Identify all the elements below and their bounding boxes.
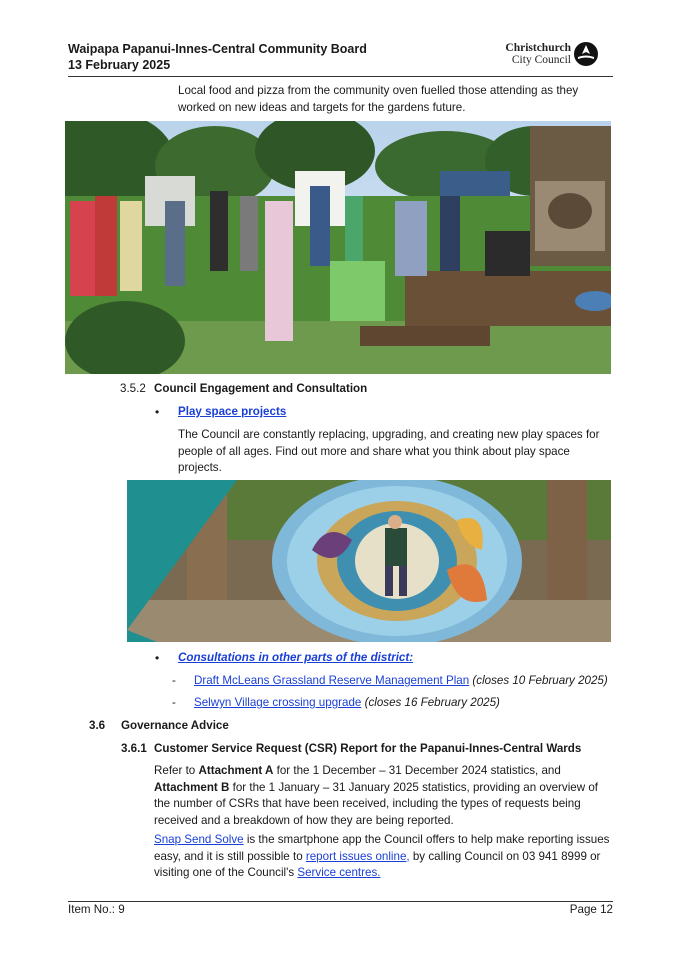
consultations-link[interactable]: Consultations in other parts of the district: xyxy=(178,651,414,664)
logo-line2: City Council xyxy=(511,54,571,66)
section-3-6-1-number: 3.6.1 xyxy=(121,742,147,755)
section-3-5-2-number: 3.5.2 xyxy=(120,382,146,395)
attachment-a-label: Attachment A xyxy=(198,764,274,777)
page-number: Page 12 xyxy=(569,903,613,916)
intro-paragraph: Local food and pizza from the community oven fuelled those attending as they worked on new ideas and targets for the gardens future. xyxy=(178,84,579,114)
csr-text-e: for the 1 January – 31 January 2025 statistics, providing an overview of the number of CSRs that have been received, including the types of requests being received and a breakdown of how they are being reported. xyxy=(154,780,599,827)
council-logo xyxy=(499,41,599,71)
mcleans-closing-note: (closes 10 February 2025) xyxy=(472,674,608,687)
snap-text-b: by calling Council on 03 941 8999 or visiting one of the Council's xyxy=(154,849,601,879)
bullet-dot: • xyxy=(155,651,160,665)
list-dash: - xyxy=(172,674,176,687)
play-space-tunnel-photo xyxy=(127,480,611,642)
snap-text-a: is the smartphone app the Council offers to help make reporting issues easy, and it is still possible to xyxy=(154,833,610,863)
selwyn-crossing-link[interactable]: Selwyn Village crossing upgrade xyxy=(194,696,362,709)
item-number: Item No.: 9 xyxy=(68,903,125,916)
mcleans-grassland-link[interactable]: Draft McLeans Grassland Reserve Management Plan xyxy=(194,674,470,687)
header-title-block xyxy=(68,41,367,73)
bullet-dot: • xyxy=(155,405,160,419)
footer-divider xyxy=(68,901,613,902)
play-space-description: The Council are constantly replacing, upgrading, and creating new play spaces for people of all ages. Find out more and share what you think about play space projects. xyxy=(178,428,600,474)
section-3-6-1-title: Customer Service Request (CSR) Report for the Papanui-Innes-Central Wards xyxy=(154,742,582,755)
section-3-5-2-title: Council Engagement and Consultation xyxy=(154,382,368,395)
board-name: Waipapa Papanui-Innes-Central Community Board xyxy=(68,42,367,56)
consultation-item-2 xyxy=(194,695,500,711)
meeting-date: 13 February 2025 xyxy=(68,58,171,72)
play-space-projects-link[interactable]: Play space projects xyxy=(178,405,287,418)
csr-text-a: Refer to xyxy=(154,764,199,777)
list-dash: - xyxy=(172,696,176,709)
consultation-item-1 xyxy=(194,673,608,689)
community-garden-photo xyxy=(65,121,611,374)
service-centres-link[interactable]: Service centres. xyxy=(297,866,381,879)
council-emblem-icon xyxy=(573,41,599,67)
csr-report-paragraph xyxy=(154,763,609,829)
selwyn-closing-note: (closes 16 February 2025) xyxy=(364,696,500,709)
snap-send-solve-paragraph xyxy=(154,832,612,882)
csr-text-c: for the 1 December – 31 December 2024 statistics, and xyxy=(273,764,561,777)
section-3-6-number: 3.6 xyxy=(89,719,106,732)
header-divider xyxy=(68,76,613,77)
logo-line1: Christchurch xyxy=(505,42,571,54)
section-3-6-title: Governance Advice xyxy=(121,719,229,732)
page-header xyxy=(68,41,613,75)
attachment-b-label: Attachment B xyxy=(154,780,230,794)
snap-send-solve-link[interactable]: Snap Send Solve xyxy=(154,833,244,846)
report-issues-online-link[interactable]: report issues online, xyxy=(305,849,410,863)
